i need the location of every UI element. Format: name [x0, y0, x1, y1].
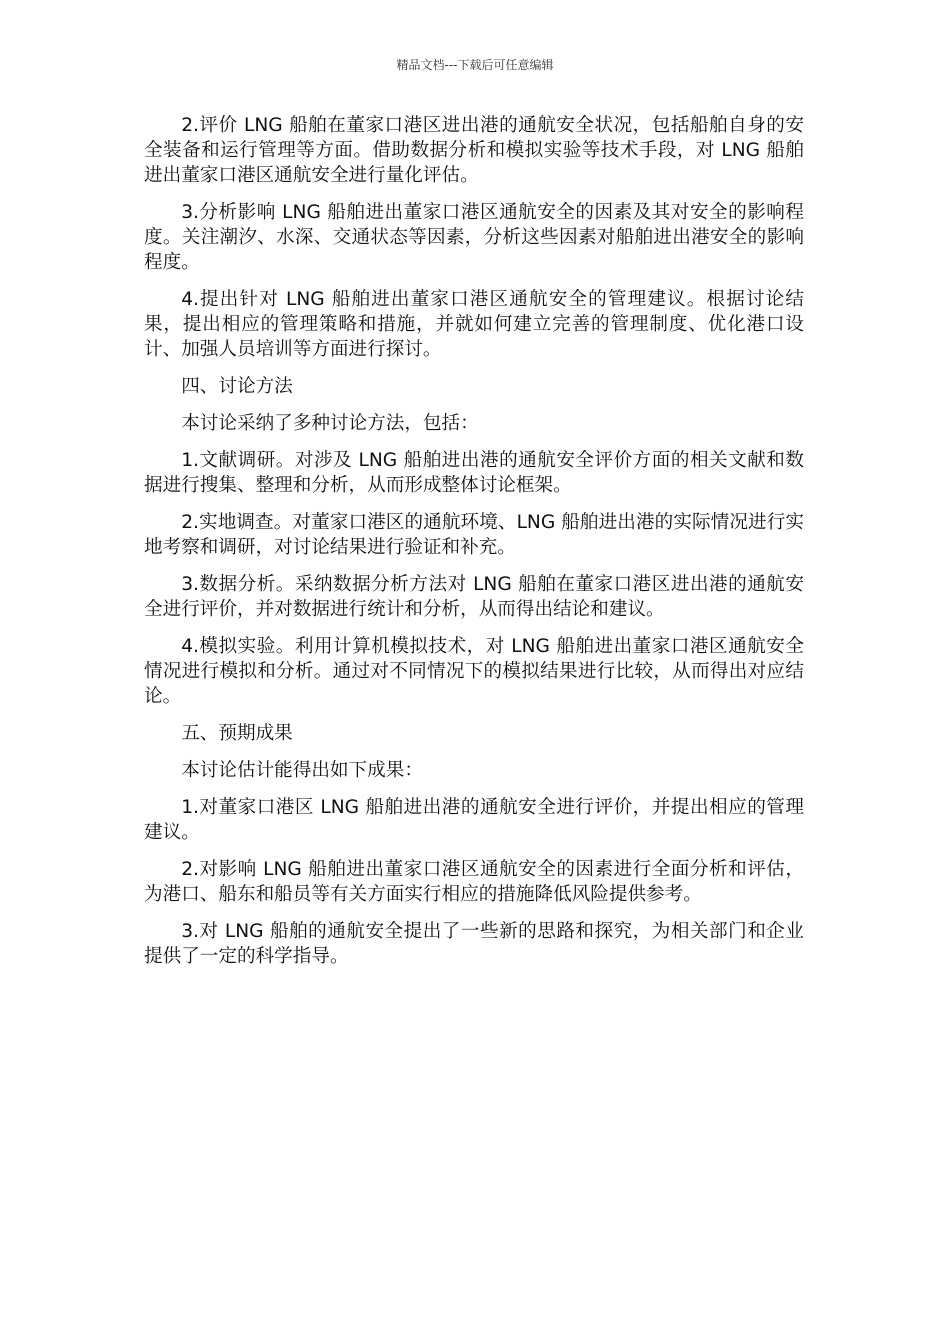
paragraph-objective-3: 3.分析影响 LNG 船舶进出董家口港区通航安全的因素及其对安全的影响程度。关注潮汐、水深、交通状态等因素，分析这些因素对船舶进出港安全的影响程度。	[144, 202, 804, 273]
page-header: 精品文档---下载后可任意编辑	[396, 58, 554, 72]
section-heading-methods: 四、讨论方法	[181, 376, 293, 397]
paragraph-method-3: 3.数据分析。采纳数据分析方法对 LNG 船舶在董家口港区进出港的通航安全进行评价，并对数据进行统计和分析，从而得出结论和建议。	[144, 574, 804, 620]
paragraph-objective-2: 2.评价 LNG 船舶在董家口港区进出港的通航安全状况，包括船舶自身的安全装备和运行管理等方面。借助数据分析和模拟实验等技术手段，对 LNG 船舶进出董家口港区通航安全进行量化评估。	[144, 115, 804, 186]
paragraph-objective-4: 4.提出针对 LNG 船舶进出董家口港区通航安全的管理建议。根据讨论结果，提出相应的管理策略和措施，并就如何建立完善的管理制度、优化港口设计、加强人员培训等方面进行探讨。	[144, 289, 804, 360]
paragraph-method-4: 4.模拟实验。利用计算机模拟技术，对 LNG 船舶进出董家口港区通航安全情况进行模拟和分析。通过对不同情况下的模拟结果进行比较，从而得出对应结论。	[144, 636, 804, 707]
paragraph-outcome-3: 3.对 LNG 船舶的通航安全提出了一些新的思路和探究，为相关部门和企业提供了一定的科学指导。	[144, 921, 804, 967]
document-body	[144, 113, 804, 981]
paragraph-method-2: 2.实地调查。对董家口港区的通航环境、LNG 船舶进出港的实际情况进行实地考察和调研，对讨论结果进行验证和补充。	[144, 512, 804, 558]
paragraph-outcome-1: 1.对董家口港区 LNG 船舶进出港的通航安全进行评价，并提出相应的管理建议。	[144, 797, 804, 843]
paragraph-outcome-2: 2.对影响 LNG 船舶进出董家口港区通航安全的因素进行全面分析和评估，为港口、船东和船员等有关方面实行相应的措施降低风险提供参考。	[144, 859, 804, 905]
section-heading-outcomes: 五、预期成果	[181, 723, 293, 744]
paragraph-outcomes-intro: 本讨论估计能得出如下成果：	[181, 760, 423, 781]
paragraph-methods-intro: 本讨论采纳了多种讨论方法，包括：	[181, 413, 479, 434]
paragraph-method-1: 1.文献调研。对涉及 LNG 船舶进出港的通航安全评价方面的相关文献和数据进行搜集、整理和分析，从而形成整体讨论框架。	[144, 450, 804, 496]
